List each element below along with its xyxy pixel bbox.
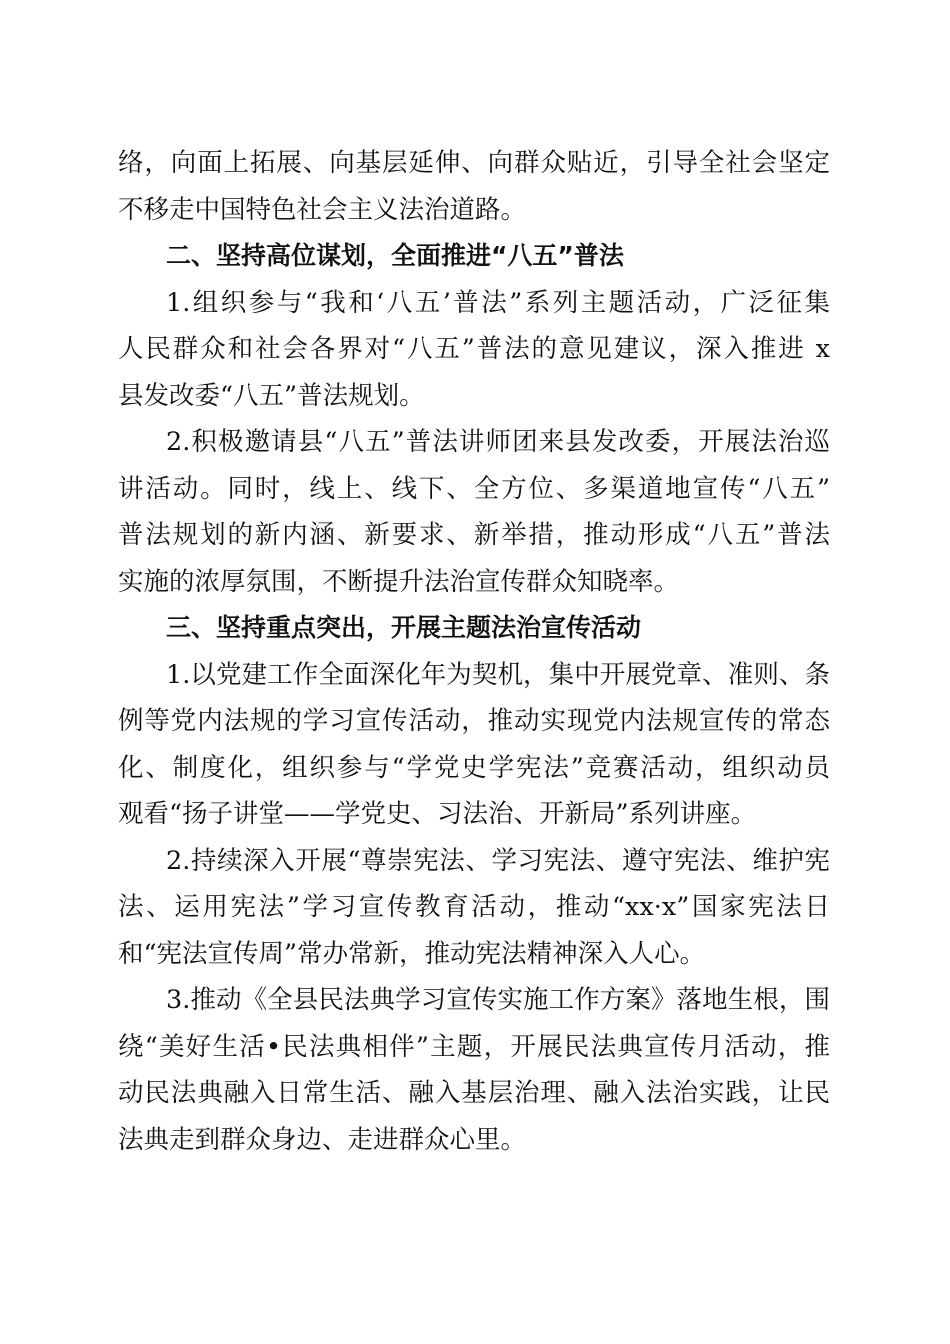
text-line: 1.以党建工作全面深化年为契机，集中开展党章、准则、条 — [166, 659, 830, 690]
text-line: 2.持续深入开展“尊崇宪法、学习宪法、遵守宪法、维护宪 — [166, 845, 830, 876]
text-line: 实施的浓厚氛围，不断提升法治宣传群众知晓率。 — [118, 566, 680, 597]
text-line: 法、运用宪法”学习宣传教育活动，推动“xx·x”国家宪法日 — [118, 892, 830, 922]
text-line: 不移走中国特色社会主义法治道路。 — [118, 194, 527, 225]
text-line: 讲活动。同时，线上、线下、全方位、多渠道地宣传“八五” — [118, 473, 830, 504]
text-line: 络，向面上拓展、向基层延伸、向群众贴近，引导全社会坚定 — [118, 148, 830, 178]
text-line: 1.组织参与“我和‘八五’普法”系列主题活动，广泛征集 — [166, 287, 830, 318]
text-line: 例等党内法规的学习宣传活动，推动实现党内法规宣传的常态 — [118, 706, 830, 736]
section-heading — [118, 233, 830, 280]
paragraph — [118, 419, 830, 605]
text-line: 绕“美好生活•民法典相伴”主题，开展民法典宣传月活动，推 — [118, 1031, 830, 1062]
heading-text: 二、坚持高位谋划，全面推进“八五”普法 — [166, 241, 624, 270]
text-line: 观看“扬子讲堂——学党史、习法治、开新局”系列讲座。 — [118, 799, 757, 829]
document-page — [118, 140, 830, 1163]
section-heading — [118, 605, 830, 652]
text-line: 和“宪法宣传周”常办常新，推动宪法精神深入人心。 — [118, 938, 706, 969]
paragraph — [118, 977, 830, 1163]
text-line: 县发改委“八五”普法规划。 — [118, 380, 425, 411]
paragraph — [118, 838, 830, 978]
paragraph — [118, 280, 830, 420]
paragraph — [118, 140, 830, 233]
text-line: 3.推动《全县民法典学习宣传实施工作方案》落地生根，围 — [166, 985, 830, 1015]
text-line: 化、制度化，组织参与“学党史学宪法”竞赛活动，组织动员 — [118, 752, 830, 783]
text-line: 2.积极邀请县“八五”普法讲师团来县发改委，开展法治巡 — [166, 427, 830, 457]
heading-text: 三、坚持重点突出，开展主题法治宣传活动 — [166, 613, 642, 642]
text-line: 人民群众和社会各界对“八五”普法的意见建议，深入推进 x — [118, 334, 830, 364]
text-line: 动民法典融入日常生活、融入基层治理、融入法治实践，让民 — [118, 1078, 830, 1108]
text-line: 法典走到群众身边、走进群众心里。 — [118, 1124, 527, 1155]
paragraph — [118, 652, 830, 838]
text-line: 普法规划的新内涵、新要求、新举措，推动形成“八五”普法 — [118, 520, 830, 550]
